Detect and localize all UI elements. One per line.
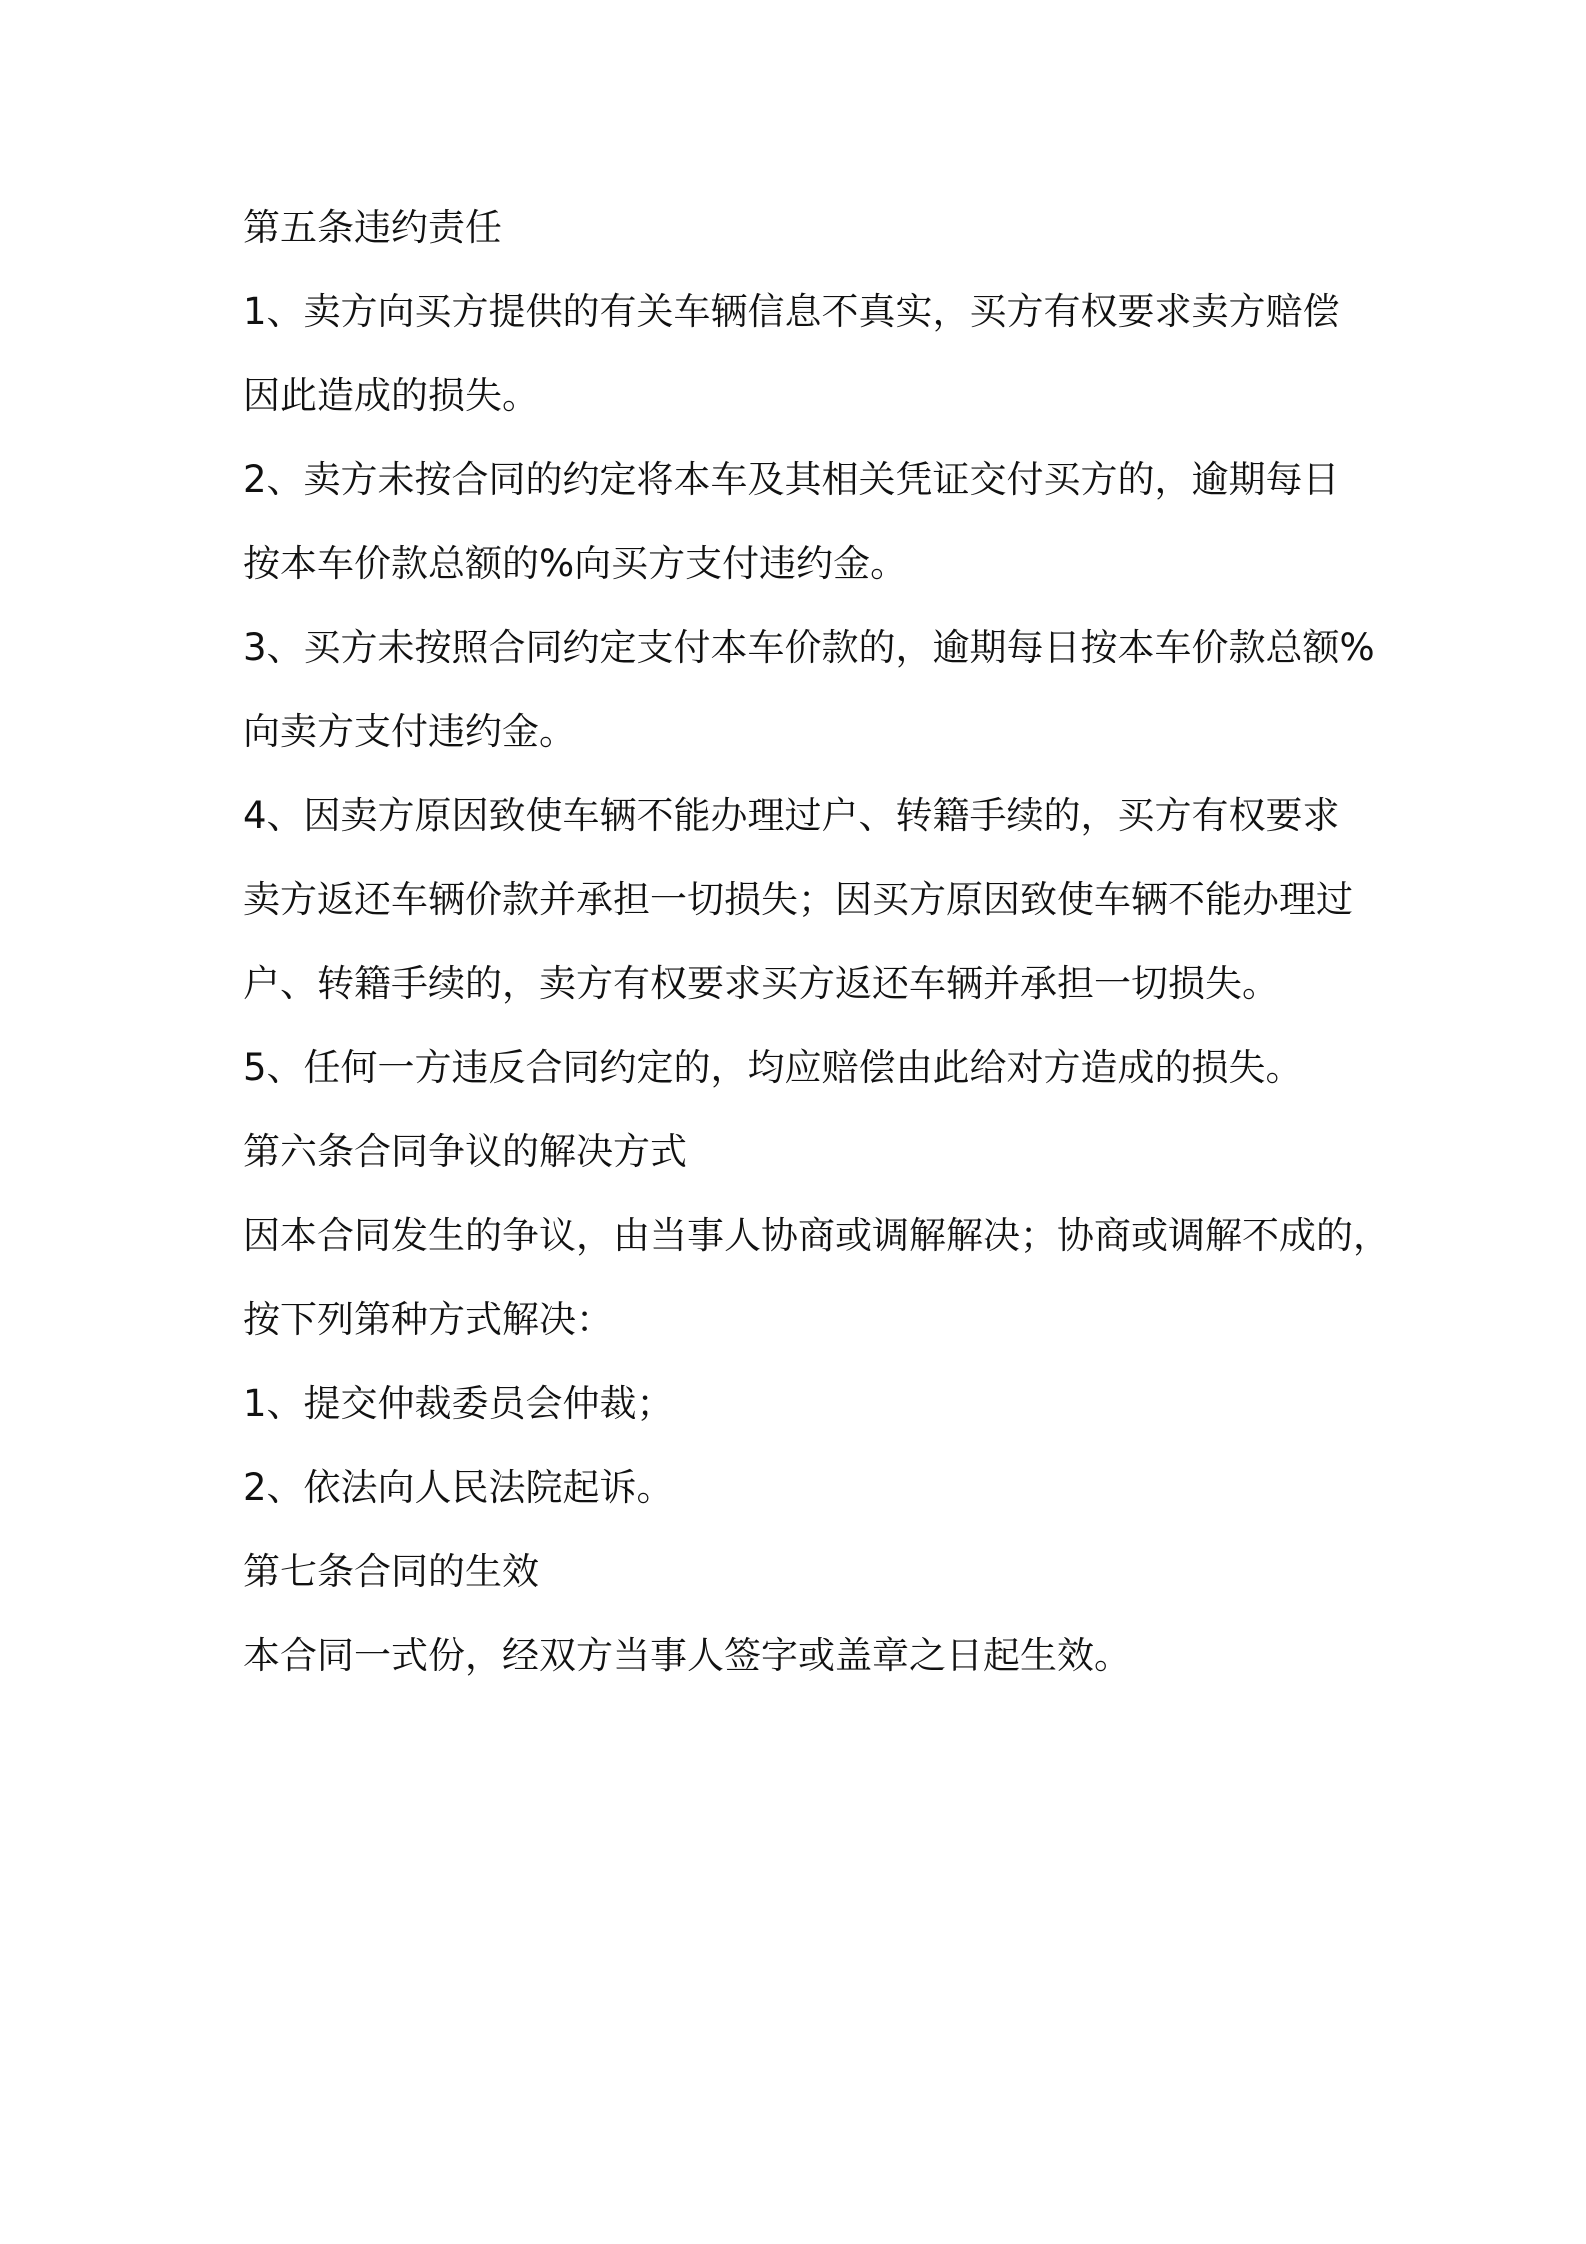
article-5-clause-5: 5、任何一方违反合同约定的，均应赔偿由此给对方造成的损失。	[243, 1046, 1303, 1089]
article-5-clause-1-line-1: 1、卖方向买方提供的有关车辆信息不真实，买方有权要求卖方赔偿	[243, 290, 1340, 333]
document-body	[243, 198, 1390, 1710]
article-5-heading: 第五条违约责任	[243, 206, 502, 249]
article-5-clause-1-line-2: 因此造成的损失。	[243, 374, 539, 417]
article-5-clause-2-line-2: 按本车价款总额的%向买方支付违约金。	[243, 542, 908, 585]
article-6-intro-line-1: 因本合同发生的争议，由当事人协商或调解解决；协商或调解不成的，	[243, 1214, 1390, 1257]
article-5-clause-4-line-3: 户、转籍手续的，卖方有权要求买方返还车辆并承担一切损失。	[243, 962, 1279, 1005]
article-5-clause-4-line-2: 卖方返还车辆价款并承担一切损失；因买方原因致使车辆不能办理过	[243, 878, 1353, 921]
article-5-clause-3-line-1: 3、买方未按照合同约定支付本车价款的，逾期每日按本车价款总额%	[243, 626, 1375, 669]
article-5-clause-2-line-1: 2、卖方未按合同的约定将本车及其相关凭证交付买方的，逾期每日	[243, 458, 1340, 501]
article-7-text: 本合同一式份，经双方当事人签字或盖章之日起生效。	[243, 1634, 1131, 1677]
article-5-clause-4-line-1: 4、因卖方原因致使车辆不能办理过户、转籍手续的，买方有权要求	[243, 794, 1340, 837]
article-6-option-1: 1、提交仲裁委员会仲裁；	[243, 1382, 674, 1425]
article-6-option-2: 2、依法向人民法院起诉。	[243, 1466, 674, 1509]
article-6-heading: 第六条合同争议的解决方式	[243, 1130, 687, 1173]
article-6-intro-line-2: 按下列第种方式解决：	[243, 1298, 613, 1341]
article-5-clause-3-line-2: 向卖方支付违约金。	[243, 710, 576, 753]
article-7-heading: 第七条合同的生效	[243, 1550, 539, 1593]
